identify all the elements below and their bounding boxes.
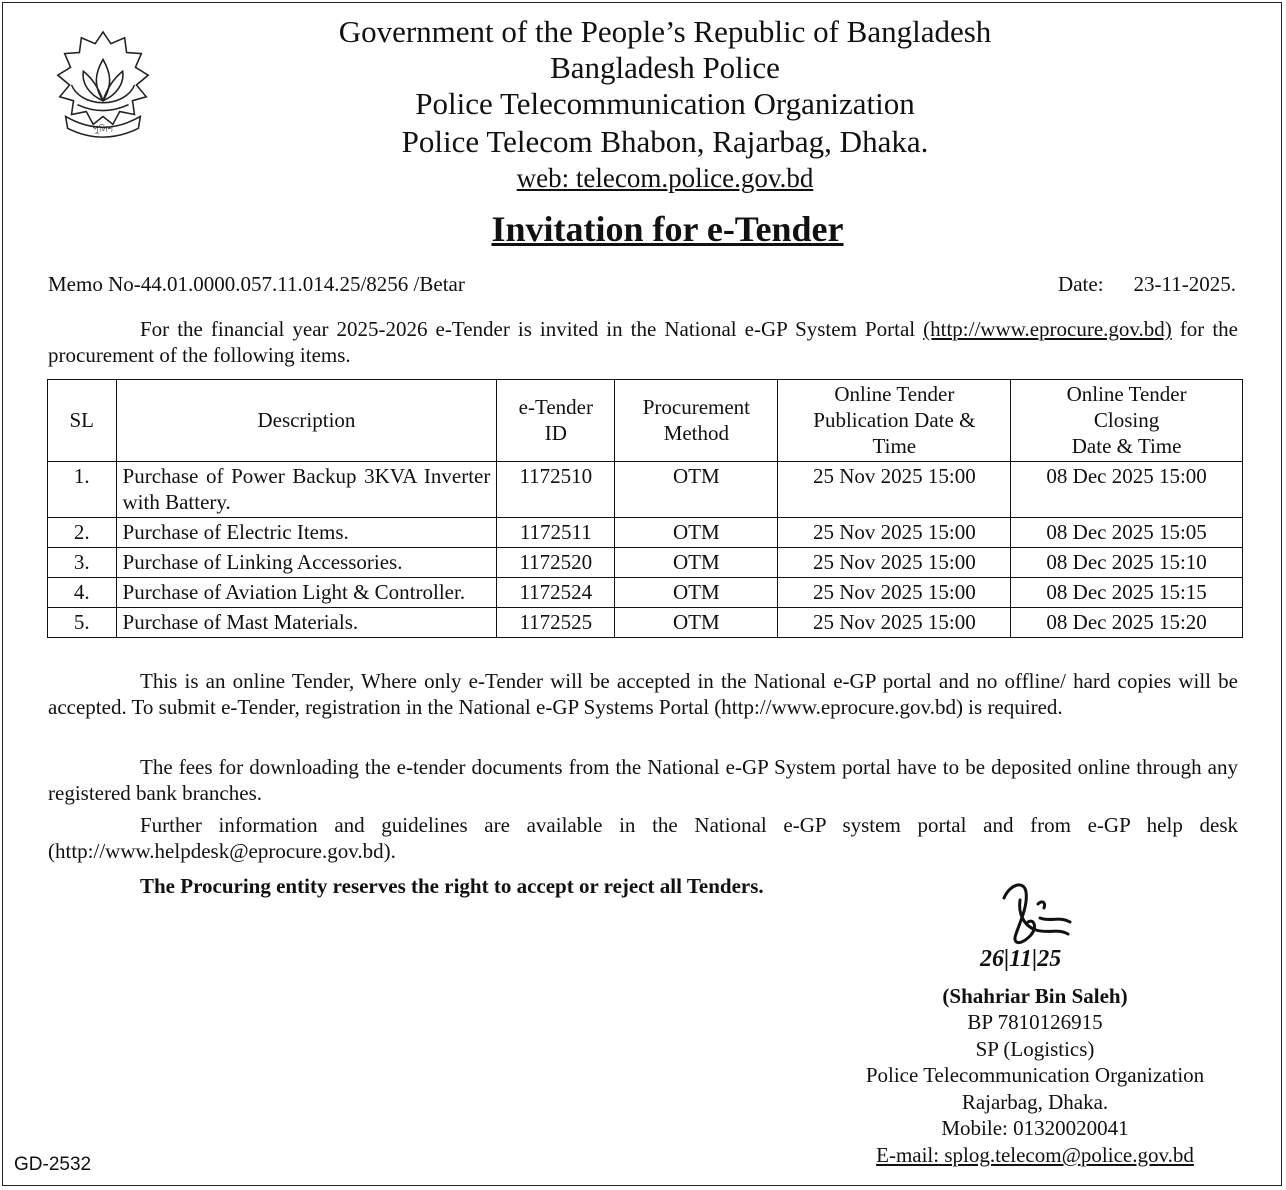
row-closing: 08 Dec 2025 15:20 [1011, 608, 1243, 638]
table-row [48, 578, 1243, 608]
row-method: OTM [615, 548, 778, 578]
row-description: Purchase of Linking Accessories. [116, 548, 497, 578]
header-organization: Police Telecommunication Organization [415, 86, 915, 121]
table-row [48, 548, 1243, 578]
row-sl: 3. [48, 548, 117, 578]
row-description: Purchase of Power Backup 3KVA Inverter with Battery. [116, 462, 497, 518]
signature-icon [990, 878, 1080, 956]
col-publication: Online Tender Publication Date & Time [778, 380, 1011, 462]
row-method: OTM [615, 578, 778, 608]
row-publication: 25 Nov 2025 15:00 [778, 608, 1011, 638]
row-sl: 4. [48, 578, 117, 608]
row-description: Purchase of Mast Materials. [116, 608, 497, 638]
row-closing: 08 Dec 2025 15:00 [1011, 462, 1243, 518]
signatory-name: (Shahriar Bin Saleh) [942, 984, 1128, 1008]
row-tender-id: 1172520 [497, 548, 615, 578]
col-tender-id: e-Tender ID [497, 380, 615, 462]
col-sl: SL [48, 380, 117, 462]
signatory-rank: SP (Logistics) [975, 1037, 1095, 1061]
row-tender-id: 1172524 [497, 578, 615, 608]
header-department: Bangladesh Police [550, 50, 780, 85]
row-publication: 25 Nov 2025 15:00 [778, 462, 1011, 518]
header-web-link[interactable]: web: telecom.police.gov.bd [516, 163, 814, 193]
information-paragraph: Further information and guidelines are available in the National e-GP system portal and from e-GP help desk (http://www.helpdesk@eprocure.gov.bd). [48, 813, 1238, 863]
online-tender-paragraph: This is an online Tender, Where only e-Tender will be accepted in the National e-GP portal and no offline/ hard copies will be accepted. To submit e-Tender, registration in the National e-GP Systems Portal (http://www.eprocure.gov.bd) is required. [48, 669, 1238, 719]
row-closing: 08 Dec 2025 15:10 [1011, 548, 1243, 578]
row-method: OTM [615, 462, 778, 518]
row-sl: 2. [48, 518, 117, 548]
row-description: Purchase of Electric Items. [116, 518, 497, 548]
signatory-email-link[interactable]: E-mail: splog.telecom@police.gov.bd [876, 1143, 1194, 1167]
signatory-bp: BP 7810126915 [967, 1010, 1103, 1034]
header-government: Government of the People’s Republic of Bangladesh [338, 14, 992, 49]
row-description: Purchase of Aviation Light & Controller. [116, 578, 497, 608]
row-method: OTM [615, 518, 778, 548]
reservation-note: The Procuring entity reserves the right to accept or reject all Tenders. [140, 874, 764, 898]
memo-number: Memo No-44.01.0000.057.11.014.25/8256 /Betar [48, 272, 465, 296]
row-publication: 25 Nov 2025 15:00 [778, 548, 1011, 578]
date-label: Date: [1058, 272, 1104, 296]
row-closing: 08 Dec 2025 15:05 [1011, 518, 1243, 548]
signatory-place: Rajarbag, Dhaka. [961, 1090, 1109, 1114]
signatory-mobile: Mobile: 01320020041 [941, 1116, 1129, 1140]
header-address: Police Telecom Bhabon, Rajarbag, Dhaka. [401, 124, 929, 159]
emblem-text: পুলিশ [92, 124, 114, 135]
signatory-organization: Police Telecommunication Organization [865, 1063, 1205, 1087]
row-sl: 5. [48, 608, 117, 638]
row-closing: 08 Dec 2025 15:15 [1011, 578, 1243, 608]
intro-rest: for the procurement of the following items. [48, 317, 1238, 367]
table-row [48, 518, 1243, 548]
intro-paragraph [48, 316, 1238, 368]
tender-table [47, 379, 1243, 638]
row-method: OTM [615, 608, 778, 638]
memo-date [1058, 272, 1236, 297]
intro-text: For the financial year 2025-2026 e-Tender is invited in the National e-GP System Portal [140, 317, 916, 341]
row-tender-id: 1172525 [497, 608, 615, 638]
handwritten-date: 26|11|25 [980, 946, 1062, 972]
row-tender-id: 1172511 [497, 518, 615, 548]
row-sl: 1. [48, 462, 117, 518]
eprocure-link[interactable]: (http://www.eprocure.gov.bd) [923, 317, 1172, 341]
col-method: Procurement Method [615, 380, 778, 462]
row-tender-id: 1172510 [497, 462, 615, 518]
police-emblem-icon [44, 26, 162, 144]
date-value: 23-11-2025. [1133, 272, 1236, 296]
table-header-row [48, 380, 1243, 462]
col-description: Description [116, 380, 497, 462]
footer-code: GD-2532 [14, 1154, 92, 1175]
page-title: Invitation for e-Tender [491, 209, 844, 249]
col-closing: Online Tender Closing Date & Time [1011, 380, 1243, 462]
row-publication: 25 Nov 2025 15:00 [778, 518, 1011, 548]
table-row [48, 608, 1243, 638]
row-publication: 25 Nov 2025 15:00 [778, 578, 1011, 608]
table-row [48, 462, 1243, 518]
fees-paragraph: The fees for downloading the e-tender documents from the National e-GP System portal have to be deposited online through any registered bank branches. [48, 755, 1238, 805]
